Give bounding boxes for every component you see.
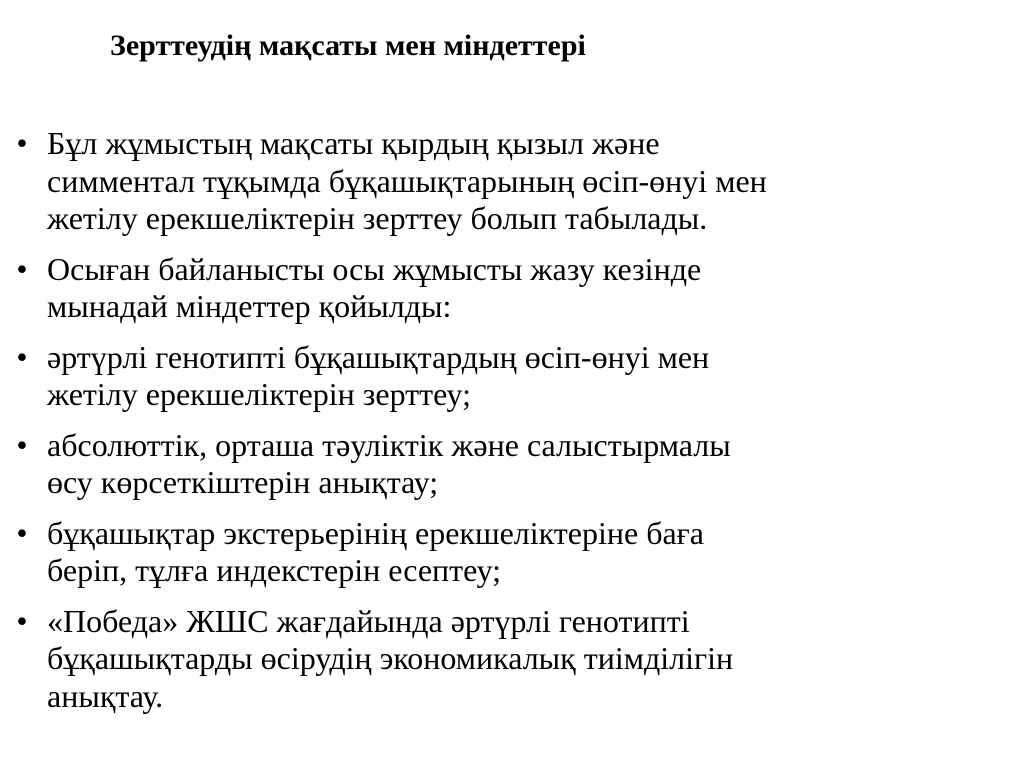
bullet-dot-icon: • <box>16 514 28 551</box>
bullet-line: әртүрлі генотипті бұқашықтардың өсіп-өнуі мен <box>47 338 710 375</box>
bullet-line: өсу көрсеткіштерін анықтау; <box>47 464 439 500</box>
bullet-list <box>0 125 1000 728</box>
bullet-line: Бұл жұмыстың мақсаты қырдың қызыл және <box>47 125 660 161</box>
bullet-item <box>0 515 1000 590</box>
bullet-line: анықтау. <box>47 677 164 714</box>
bullet-dot-icon: • <box>16 426 28 463</box>
bullet-item <box>0 339 1000 414</box>
bullet-line: абсолюттік, орташа тәуліктік және салыстырмалы <box>47 426 731 463</box>
bullet-line: «Победа» ЖШС жағдайында әртүрлі генотипті <box>47 602 690 639</box>
bullet-item <box>0 603 1000 716</box>
bullet-line: жетілу ерекшеліктерін зерттеу болып табылады. <box>47 200 708 236</box>
bullet-item <box>0 427 1000 502</box>
bullet-dot-icon: • <box>16 602 28 639</box>
bullet-line: бұқашықтар экстерьерінің ерекшеліктеріне баға <box>47 514 704 551</box>
bullet-line: жетілу ерекшеліктерін зерттеу; <box>47 376 471 412</box>
bullet-line: мынадай міндеттер қойылды: <box>47 288 452 324</box>
bullet-dot-icon: • <box>16 338 28 375</box>
bullet-dot-icon: • <box>16 250 28 287</box>
bullet-dot-icon: • <box>16 125 28 161</box>
bullet-line: беріп, тұлға индекстерін есептеу; <box>47 552 502 588</box>
bullet-line: Осыған байланысты осы жұмысты жазу кезінде <box>47 250 702 287</box>
bullet-line: бұқашықтарды өсірудің экономикалық тиімділігін <box>47 640 734 676</box>
bullet-item <box>0 251 1000 326</box>
bullet-item <box>0 125 1000 238</box>
bullet-line: симментал тұқымда бұқашықтарының өсіп-өнуі мен <box>47 162 767 199</box>
slide-title: Зерттеудің мақсаты мен міндеттері <box>110 29 586 62</box>
